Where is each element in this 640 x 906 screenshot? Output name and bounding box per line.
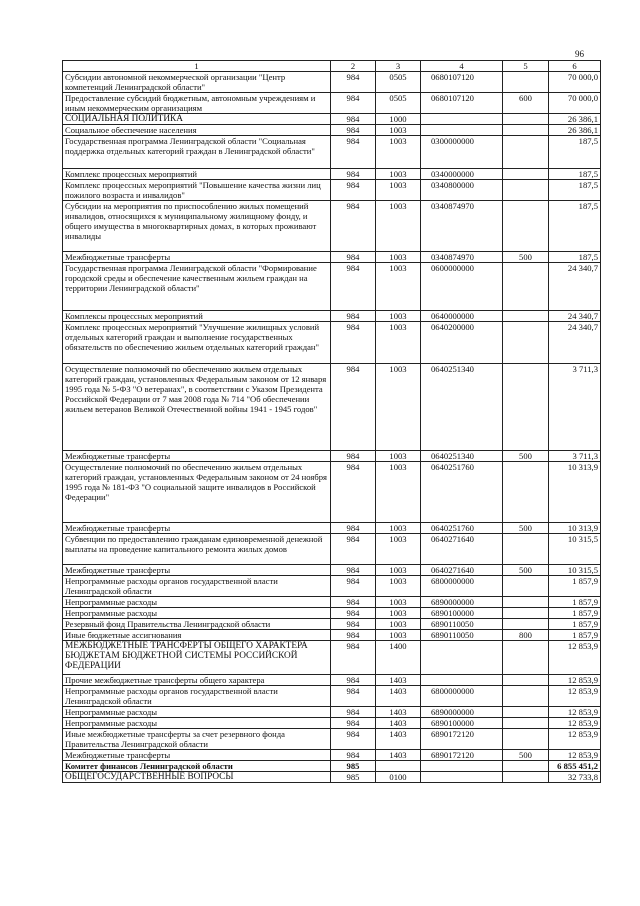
header-row [63, 61, 601, 72]
cell-section: 1403 [376, 686, 421, 707]
cell-target-item: 0680107120 [421, 93, 503, 114]
table-row [63, 729, 601, 750]
table-row [63, 364, 601, 451]
item-name: Осуществление полномочий по обеспечению жильем отдельных категорий граждан, установленных Федеральным законом от 12 января 1995 года № 5-ФЗ "О ветеранах", в соответствии с Указом Президента Российской Федерации от 7 мая 2008 года № 714 "Об обеспечении жильем ветеранов Великой Отечественной войны 1941 - 1945 годов" [63, 364, 331, 451]
cell-grbs: 984 [331, 364, 376, 451]
cell-target-item: 6890110050 [421, 619, 503, 630]
cell-amount: 12 853,9 [549, 718, 601, 729]
cell-section: 1003 [376, 263, 421, 311]
cell-target-item: 6800000000 [421, 686, 503, 707]
cell-expense-type: 600 [503, 93, 549, 114]
cell-target-item [421, 125, 503, 136]
cell-grbs: 984 [331, 630, 376, 641]
cell-section [376, 761, 421, 772]
cell-amount: 3 711,3 [549, 451, 601, 462]
cell-target-item: 0640271640 [421, 534, 503, 565]
header-cell-6: 6 [549, 61, 601, 72]
cell-amount: 24 340,7 [549, 322, 601, 364]
cell-section: 1403 [376, 718, 421, 729]
item-name: Комплекс процессных мероприятий "Улучшение жилищных условий отдельных категорий граждан и выполнение государственных обязательств по обеспечению жильем отдельных категорий граждан" [63, 322, 331, 364]
cell-amount: 12 853,9 [549, 750, 601, 761]
cell-target-item: 0640271640 [421, 565, 503, 576]
cell-amount: 12 853,9 [549, 641, 601, 675]
table-row [63, 462, 601, 523]
cell-amount: 32 733,8 [549, 772, 601, 783]
item-name: Комплекс процессных мероприятий "Повышение качества жизни лиц пожилого возраста и инвалидов" [63, 180, 331, 201]
cell-grbs: 984 [331, 576, 376, 597]
cell-section: 1003 [376, 180, 421, 201]
cell-section: 1003 [376, 451, 421, 462]
cell-expense-type [503, 718, 549, 729]
cell-target-item [421, 641, 503, 675]
table-row [63, 772, 601, 783]
item-name: Межбюджетные трансферты [63, 451, 331, 462]
table-row [63, 675, 601, 686]
cell-target-item: 6890000000 [421, 707, 503, 718]
cell-section: 1003 [376, 311, 421, 322]
cell-grbs: 984 [331, 675, 376, 686]
item-name: Субвенции по предоставлению гражданам единовременной денежной выплаты на проведение капитального ремонта жилых домов [63, 534, 331, 565]
table-row [63, 523, 601, 534]
table-row [63, 114, 601, 125]
cell-target-item: 0340874970 [421, 201, 503, 252]
header-cell-4: 4 [421, 61, 503, 72]
cell-grbs: 984 [331, 534, 376, 565]
table-row [63, 619, 601, 630]
cell-target-item: 6890000000 [421, 597, 503, 608]
cell-amount: 6 855 451,2 [549, 761, 601, 772]
cell-amount: 1 857,9 [549, 597, 601, 608]
item-name: Непрограммные расходы [63, 707, 331, 718]
cell-section: 1403 [376, 707, 421, 718]
header-cell-1: 1 [63, 61, 331, 72]
cell-section: 1003 [376, 608, 421, 619]
item-name: МЕЖБЮДЖЕТНЫЕ ТРАНСФЕРТЫ ОБЩЕГО ХАРАКТЕРА БЮДЖЕТАМ БЮДЖЕТНОЙ СИСТЕМЫ РОССИЙСКОЙ ФЕДЕРАЦИИ [63, 641, 331, 675]
cell-expense-type [503, 761, 549, 772]
cell-section: 1003 [376, 523, 421, 534]
item-name: Межбюджетные трансферты [63, 523, 331, 534]
cell-target-item: 6890110050 [421, 630, 503, 641]
cell-grbs: 984 [331, 641, 376, 675]
cell-grbs: 984 [331, 686, 376, 707]
cell-expense-type [503, 311, 549, 322]
cell-grbs: 984 [331, 180, 376, 201]
table-row [63, 750, 601, 761]
cell-section: 1003 [376, 201, 421, 252]
cell-section: 1003 [376, 169, 421, 180]
cell-amount: 187,5 [549, 201, 601, 252]
table-row [63, 641, 601, 675]
item-name: Межбюджетные трансферты [63, 750, 331, 761]
cell-expense-type [503, 364, 549, 451]
cell-grbs: 984 [331, 750, 376, 761]
cell-expense-type [503, 641, 549, 675]
table-row [63, 534, 601, 565]
cell-section: 1403 [376, 729, 421, 750]
cell-section: 0100 [376, 772, 421, 783]
cell-grbs: 984 [331, 718, 376, 729]
cell-expense-type: 500 [503, 451, 549, 462]
cell-amount: 10 313,9 [549, 523, 601, 534]
table-row [63, 707, 601, 718]
item-name: Социальное обеспечение населения [63, 125, 331, 136]
cell-amount: 10 315,5 [549, 565, 601, 576]
cell-target-item: 0340800000 [421, 180, 503, 201]
cell-expense-type [503, 729, 549, 750]
cell-grbs: 984 [331, 619, 376, 630]
item-name: Непрограммные расходы органов государственной власти Ленинградской области [63, 576, 331, 597]
cell-grbs: 984 [331, 462, 376, 523]
cell-section: 1003 [376, 364, 421, 451]
cell-expense-type [503, 608, 549, 619]
cell-expense-type [503, 772, 549, 783]
cell-grbs: 984 [331, 72, 376, 93]
cell-amount: 70 000,0 [549, 93, 601, 114]
cell-target-item: 0600000000 [421, 263, 503, 311]
cell-expense-type [503, 136, 549, 169]
cell-grbs: 984 [331, 169, 376, 180]
cell-amount: 187,5 [549, 180, 601, 201]
cell-section: 1403 [376, 750, 421, 761]
cell-amount: 12 853,9 [549, 686, 601, 707]
table-row [63, 630, 601, 641]
table-row [63, 718, 601, 729]
cell-grbs: 984 [331, 597, 376, 608]
cell-grbs: 984 [331, 523, 376, 534]
cell-section: 1003 [376, 565, 421, 576]
header-cell-2: 2 [331, 61, 376, 72]
table-row [63, 169, 601, 180]
cell-section: 0505 [376, 93, 421, 114]
cell-target-item: 0640251340 [421, 364, 503, 451]
cell-expense-type [503, 169, 549, 180]
cell-grbs: 984 [331, 93, 376, 114]
table-row [63, 597, 601, 608]
cell-amount: 26 386,1 [549, 125, 601, 136]
cell-expense-type [503, 322, 549, 364]
cell-target-item [421, 675, 503, 686]
cell-expense-type [503, 707, 549, 718]
item-name: Межбюджетные трансферты [63, 252, 331, 263]
item-name: Непрограммные расходы органов государственной власти Ленинградской области [63, 686, 331, 707]
cell-grbs: 984 [331, 608, 376, 619]
header-cell-5: 5 [503, 61, 549, 72]
table-row [63, 576, 601, 597]
cell-target-item: 0640000000 [421, 311, 503, 322]
cell-target-item: 0640251760 [421, 523, 503, 534]
item-name: Межбюджетные трансферты [63, 565, 331, 576]
item-name: Иные бюджетные ассигнования [63, 630, 331, 641]
cell-target-item [421, 114, 503, 125]
cell-amount: 24 340,7 [549, 311, 601, 322]
table-row [63, 311, 601, 322]
cell-amount: 1 857,9 [549, 608, 601, 619]
cell-target-item [421, 772, 503, 783]
cell-expense-type [503, 576, 549, 597]
item-name: Непрограммные расходы [63, 597, 331, 608]
cell-amount: 10 313,9 [549, 462, 601, 523]
cell-amount: 187,5 [549, 169, 601, 180]
cell-expense-type [503, 114, 549, 125]
item-name: Иные межбюджетные трансферты за счет резервного фонда Правительства Ленинградской области [63, 729, 331, 750]
cell-target-item [421, 761, 503, 772]
cell-amount: 1 857,9 [549, 576, 601, 597]
cell-section: 1400 [376, 641, 421, 675]
item-name: Осуществление полномочий по обеспечению жильем отдельных категорий граждан, установленных Федеральным законом от 24 ноября 1995 года № 181-ФЗ "О социальной защите инвалидов в Российской Федерации" [63, 462, 331, 523]
table-row [63, 72, 601, 93]
cell-amount: 1 857,9 [549, 630, 601, 641]
cell-grbs: 984 [331, 729, 376, 750]
table-row [63, 180, 601, 201]
cell-grbs: 984 [331, 322, 376, 364]
table-row [63, 252, 601, 263]
cell-grbs: 984 [331, 114, 376, 125]
cell-grbs: 984 [331, 565, 376, 576]
cell-expense-type [503, 462, 549, 523]
cell-target-item: 0340000000 [421, 169, 503, 180]
cell-grbs: 984 [331, 201, 376, 252]
cell-grbs: 984 [331, 252, 376, 263]
cell-grbs: 984 [331, 125, 376, 136]
cell-target-item: 0680107120 [421, 72, 503, 93]
page-number: 96 [575, 49, 584, 59]
table-row [63, 565, 601, 576]
cell-grbs: 984 [331, 136, 376, 169]
cell-amount: 187,5 [549, 252, 601, 263]
cell-expense-type [503, 619, 549, 630]
cell-expense-type [503, 263, 549, 311]
cell-grbs: 985 [331, 772, 376, 783]
item-name: Государственная программа Ленинградской области "Социальная поддержка отдельных категорий граждан в Ленинградской области" [63, 136, 331, 169]
cell-section: 1003 [376, 576, 421, 597]
cell-expense-type [503, 72, 549, 93]
table-row [63, 93, 601, 114]
cell-target-item: 0640200000 [421, 322, 503, 364]
cell-section: 1003 [376, 630, 421, 641]
cell-amount: 10 315,5 [549, 534, 601, 565]
cell-target-item: 0640251340 [421, 451, 503, 462]
cell-target-item: 0640251760 [421, 462, 503, 523]
cell-target-item: 6890100000 [421, 718, 503, 729]
cell-grbs: 984 [331, 311, 376, 322]
cell-expense-type [503, 675, 549, 686]
cell-expense-type: 800 [503, 630, 549, 641]
cell-expense-type: 500 [503, 565, 549, 576]
cell-expense-type [503, 686, 549, 707]
item-name: Непрограммные расходы [63, 718, 331, 729]
table-row [63, 125, 601, 136]
cell-section: 1003 [376, 136, 421, 169]
cell-target-item: 6890100000 [421, 608, 503, 619]
cell-target-item: 0300000000 [421, 136, 503, 169]
item-name: ОБЩЕГОСУДАРСТВЕННЫЕ ВОПРОСЫ [63, 772, 331, 783]
cell-expense-type: 500 [503, 252, 549, 263]
cell-section: 1003 [376, 462, 421, 523]
table-row [63, 322, 601, 364]
cell-target-item: 6890172120 [421, 750, 503, 761]
cell-amount: 1 857,9 [549, 619, 601, 630]
cell-section: 1003 [376, 534, 421, 565]
cell-grbs: 984 [331, 707, 376, 718]
cell-section: 1403 [376, 675, 421, 686]
item-name: Прочие межбюджетные трансферты общего характера [63, 675, 331, 686]
cell-amount: 3 711,3 [549, 364, 601, 451]
cell-grbs: 984 [331, 451, 376, 462]
cell-expense-type [503, 597, 549, 608]
table-row [63, 263, 601, 311]
cell-amount: 12 853,9 [549, 707, 601, 718]
cell-expense-type [503, 180, 549, 201]
cell-section: 1003 [376, 322, 421, 364]
cell-amount: 26 386,1 [549, 114, 601, 125]
item-name: Комплексы процессных мероприятий [63, 311, 331, 322]
header-cell-3: 3 [376, 61, 421, 72]
cell-amount: 70 000,0 [549, 72, 601, 93]
cell-section: 1003 [376, 125, 421, 136]
budget-table [62, 60, 601, 783]
table-row [63, 686, 601, 707]
cell-grbs: 985 [331, 761, 376, 772]
item-name: Непрограммные расходы [63, 608, 331, 619]
cell-amount: 12 853,9 [549, 729, 601, 750]
item-name: Резервный фонд Правительства Ленинградской области [63, 619, 331, 630]
cell-expense-type [503, 125, 549, 136]
cell-expense-type [503, 201, 549, 252]
table-row [63, 761, 601, 772]
item-name: Предоставление субсидий бюджетным, автономным учреждениям и иным некоммерческим организациям [63, 93, 331, 114]
cell-amount: 24 340,7 [549, 263, 601, 311]
table-row [63, 451, 601, 462]
cell-target-item: 6800000000 [421, 576, 503, 597]
item-name: Государственная программа Ленинградской области "Формирование городской среды и обеспечение качественным жильем граждан на территории Ленинградской области" [63, 263, 331, 311]
item-name: Комитет финансов Ленинградской области [63, 761, 331, 772]
table-row [63, 136, 601, 169]
item-name: Субсидии автономной некоммерческой организации "Центр компетенций Ленинградской области" [63, 72, 331, 93]
item-name: СОЦИАЛЬНАЯ ПОЛИТИКА [63, 114, 331, 125]
cell-expense-type: 500 [503, 750, 549, 761]
cell-section: 1003 [376, 597, 421, 608]
cell-grbs: 984 [331, 263, 376, 311]
cell-target-item: 6890172120 [421, 729, 503, 750]
cell-section: 1003 [376, 619, 421, 630]
cell-amount: 187,5 [549, 136, 601, 169]
table-row [63, 608, 601, 619]
table-row [63, 201, 601, 252]
item-name: Комплекс процессных мероприятий [63, 169, 331, 180]
cell-section: 0505 [376, 72, 421, 93]
cell-section: 1003 [376, 252, 421, 263]
cell-expense-type [503, 534, 549, 565]
cell-amount: 12 853,9 [549, 675, 601, 686]
cell-expense-type: 500 [503, 523, 549, 534]
cell-section: 1000 [376, 114, 421, 125]
item-name: Субсидии на мероприятия по приспособлению жилых помещений инвалидов, относящихся к муниципальному жилищному фонду, и общего имущества в многоквартирных домах, в которых проживают инвалиды [63, 201, 331, 252]
cell-target-item: 0340874970 [421, 252, 503, 263]
